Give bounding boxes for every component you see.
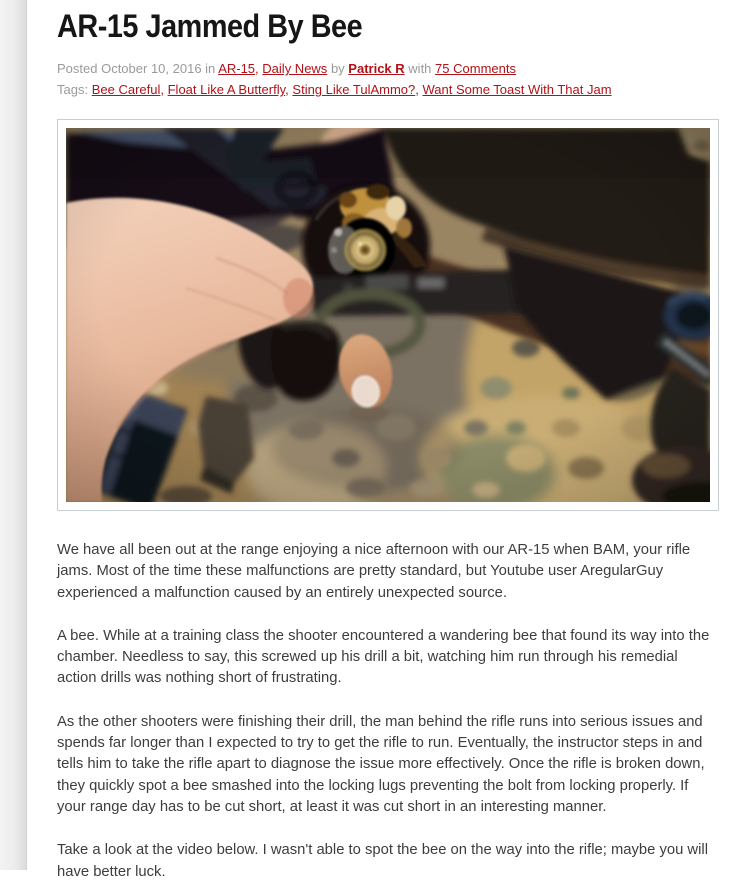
article-photo-frame (57, 119, 719, 511)
article-photo[interactable] (66, 128, 710, 502)
tag-link-want-some-toast[interactable]: Want Some Toast With That Jam (422, 82, 612, 97)
posted-date-text: Posted October 10, 2016 in (57, 61, 216, 76)
separator: , (255, 61, 259, 76)
comments-link[interactable]: 75 Comments (435, 61, 516, 76)
with-label: with (408, 61, 432, 76)
tags-label: Tags: (57, 82, 89, 97)
tag-link-bee-careful[interactable]: Bee Careful (91, 82, 161, 97)
paragraph-2: A bee. While at a training class the shooter encountered a wandering bee that found its way into the chamber. Needless to say, this screwed up his drill a bit, watching him run through his remedial action drills was nothing short of frustrating. (57, 627, 710, 687)
category-link-ar15[interactable]: AR-15 (218, 61, 256, 76)
post-meta (57, 59, 719, 78)
photo-vignette (66, 128, 710, 502)
separator: , (415, 82, 419, 97)
category-link-daily-news[interactable]: Daily News (262, 61, 328, 76)
paragraph-3: As the other shooters were finishing their drill, the man behind the rifle runs into serious issues and spends far longer than I expected to try to get the rifle to run. Eventually, the instructor steps in and tells him to take the rifle apart to diagnose the issue more effectively. Once the rifle is broken down, they quickly spot a bee smashed into the locking lugs preventing the bolt from locking properly. If your range day has to be cut short, at least it was cut short in an interesting manner. (57, 713, 705, 815)
article (57, 0, 719, 883)
tag-link-float-like-a-butterfly[interactable]: Float Like A Butterfly (167, 82, 286, 97)
author-link[interactable]: Patrick R (348, 61, 405, 76)
separator: , (285, 82, 289, 97)
page-edge-shadow (0, 0, 27, 870)
tags-row (57, 80, 719, 99)
separator: , (160, 82, 164, 97)
tag-link-sting-like-tulammo[interactable]: Sting Like TulAmmo? (292, 82, 416, 97)
page-title: AR-15 Jammed By Bee (57, 8, 363, 44)
paragraph-1: We have all been out at the range enjoying a nice afternoon with our AR-15 when BAM, your rifle jams. Most of the time these malfunctions are pretty standard, but Youtube user AregularGuy experienced a malfunction caused by an entirely unexpected source. (57, 542, 691, 601)
article-body (57, 540, 717, 883)
photo-top-shade (66, 128, 710, 178)
by-label: by (330, 61, 345, 76)
paragraph-4: Take a look at the video below. I wasn't able to spot the bee on the way into the rifle; maybe you will have better luck. (57, 842, 708, 880)
